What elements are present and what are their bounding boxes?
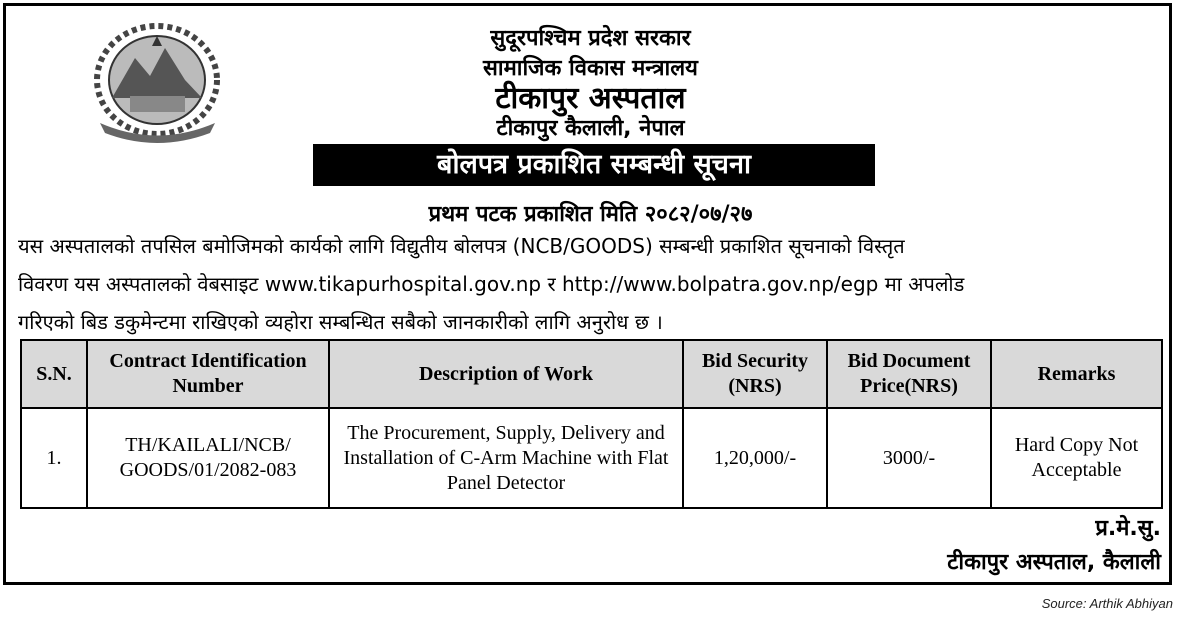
header-sn: S.N.	[21, 340, 87, 408]
header-doc-price: Bid Document Price(NRS)	[827, 340, 991, 408]
header-bid-security: Bid Security (NRS)	[683, 340, 827, 408]
cell-sn: 1.	[21, 408, 87, 508]
signature-office: टीकापुर अस्पताल, कैलाली	[947, 550, 1161, 575]
body-line-3: गरिएको बिड डकुमेन्टमा राखिएको व्यहोरा सम्बन्धित सबैको जानकारीको लागि अनुरोध छ ।	[18, 310, 663, 334]
header-remarks: Remarks	[991, 340, 1162, 408]
header-hospital: टीकापुर अस्पताल	[495, 81, 686, 116]
cell-remarks: Hard Copy Not Acceptable	[991, 408, 1162, 508]
cell-description: The Procurement, Supply, Delivery and Installation of C-Arm Machine with Flat Panel Detector	[329, 408, 683, 508]
cell-bid-security: 1,20,000/-	[683, 408, 827, 508]
bid-table	[20, 339, 1163, 509]
header-ministry: सामाजिक विकास मन्त्रालय	[483, 56, 698, 81]
source-credit: Source: Arthik Abhiyan	[1041, 596, 1173, 611]
publish-date: प्रथम पटक प्रकाशित मिति २०८२/०७/२७	[428, 202, 753, 227]
header-description: Description of Work	[329, 340, 683, 408]
notice-title-banner: बोलपत्र प्रकाशित सम्बन्धी सूचना	[313, 144, 875, 186]
body-line-2: विवरण यस अस्पतालको वेबसाइट www.tikapurhospital.gov.np र http://www.bolpatra.gov.np/egp मा अपलोड	[18, 272, 965, 296]
header-contract-id: Contract Identification Number	[87, 340, 329, 408]
table-row	[21, 408, 1162, 508]
header-address: टीकापुर कैलाली, नेपाल	[496, 116, 685, 141]
cell-contract-id: TH/KAILALI/NCB/ GOODS/01/2082-083	[87, 408, 329, 508]
cell-doc-price: 3000/-	[827, 408, 991, 508]
body-line-1: यस अस्पतालको तपसिल बमोजिमको कार्यको लागि विद्युतीय बोलपत्र (NCB/GOODS) सम्बन्धी प्रकाशित सूचनाको विस्तृत	[18, 234, 905, 258]
table-header-row	[21, 340, 1162, 408]
signature-title: प्र.मे.सु.	[1095, 516, 1161, 541]
header-province: सुदूरपश्चिम प्रदेश सरकार	[490, 26, 691, 51]
